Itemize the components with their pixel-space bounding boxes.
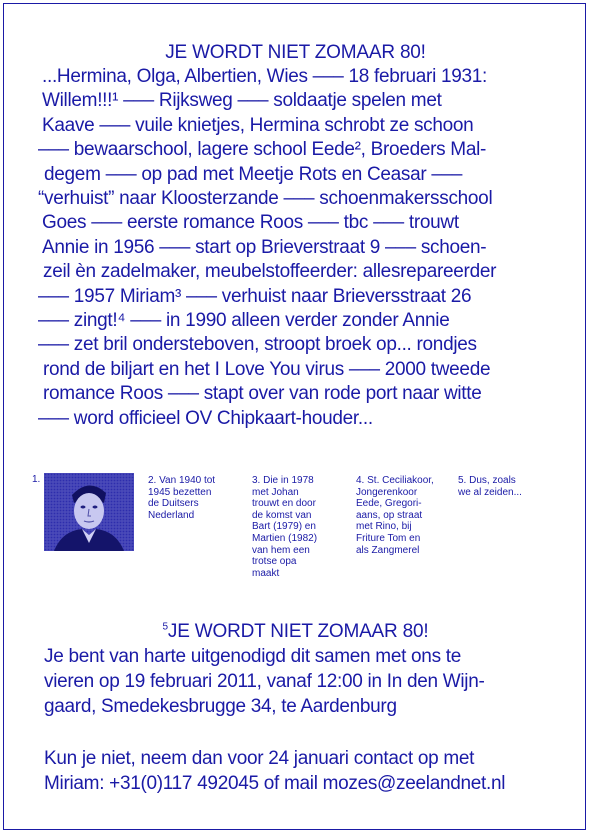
footnote-line: 1945 bezetten (148, 486, 212, 498)
footnote-line: Friture Tom en (356, 533, 421, 544)
invitation-line: Kun je niet, neem dan voor 24 januari contact op met (44, 748, 475, 769)
body-line: ...Hermina, Olga, Albertien, Wies ––– 18 februari 1931: (42, 66, 488, 87)
footnote-line: met Johan (252, 486, 299, 498)
footnote-line: 5. Dus, zoals (458, 475, 516, 486)
footnote-line: we al zeiden... (458, 486, 522, 498)
body-line: romance Roos ––– stapt over van rode port naar witte (43, 383, 482, 405)
footnote-line: als Zangmerel (356, 544, 420, 556)
invitation-marker: 5 (162, 621, 168, 633)
footnote-line: Eede, Gregori- (356, 498, 422, 510)
body-line: Willem!!!¹ ––– Rijksweg ––– soldaatje spelen met (42, 90, 442, 112)
body-line: ––– word officieel OV Chipkaart-houder... (38, 407, 373, 429)
invitation-line: vieren op 19 februari 2011, vanaf 12:00 in In den Wijn- (44, 671, 485, 692)
body-line: Kaave ––– vuile knietjes, Hermina schrobt ze schoon (42, 114, 474, 136)
page-title: JE WORDT NIET ZOMAAR 80! (165, 42, 426, 63)
body-line: ––– bewaarschool, lagere school Eede², Broeders Mal- (38, 139, 487, 161)
footnote-line: aans, op straat (356, 509, 423, 521)
body-line: rond de biljart en het I Love You virus ––– 2000 tweede (43, 358, 491, 380)
footnote-line: Martien (1982) (252, 533, 318, 544)
invitation-title-text: JE WORDT NIET ZOMAAR 80! (167, 621, 429, 642)
footnote-line: trouwt en door (252, 498, 316, 510)
invitation-line: Je bent van harte uitgenodigd dit samen met ons te (44, 646, 462, 667)
invitation-line: Miriam: +31(0)117 492045 of mail mozes@zeelandnet.nl (44, 773, 506, 794)
footnote-line: trotse opa (252, 556, 297, 568)
body-line: “verhuist” naar Kloosterzande ––– schoenmakersschool (38, 188, 493, 209)
body-line: Goes ––– eerste romance Roos ––– tbc ––– trouwt (42, 212, 459, 234)
footnote-line: met Rino, bij (356, 521, 412, 533)
invitation-title (0, 621, 591, 643)
footnote-line: de Duitsers (148, 498, 199, 510)
photo-marker: 1. (32, 474, 41, 485)
footnote-line: 2. Van 1940 tot (148, 475, 216, 486)
footnote-line: Bart (1979) en (252, 521, 316, 533)
body-line: Annie in 1956 ––– start op Brieverstraat 9 ––– schoen- (42, 236, 487, 258)
footnote-line: de komst van (252, 509, 312, 521)
footnote-line: 4. St. Ceciliakoor, (356, 475, 434, 486)
footnote-line: Nederland (148, 509, 195, 521)
body-line: ––– zet bril ondersteboven, stroopt broek op... rondjes (38, 334, 477, 356)
footnote-line: van hem een (252, 544, 310, 556)
footnote-line: Jongerenkoor (356, 486, 418, 498)
portrait-photo (44, 473, 134, 551)
body-line: degem ––– op pad met Meetje Rots en Ceasar ––– (44, 163, 463, 185)
body-line: zeil èn zadelmaker, meubelstoffeerder: allesrepareerder (43, 261, 497, 283)
body-line: ––– 1957 Miriam³ ––– verhuist naar Brieversstraat 26 (38, 285, 472, 307)
invitation-line: gaard, Smedekesbrugge 34, te Aardenburg (44, 696, 397, 717)
body-line: ––– zingt!⁴ ––– in 1990 alleen verder zonder Annie (38, 310, 450, 331)
footnote-line: maakt (252, 567, 280, 579)
footnote-line: 3. Die in 1978 (252, 475, 314, 486)
